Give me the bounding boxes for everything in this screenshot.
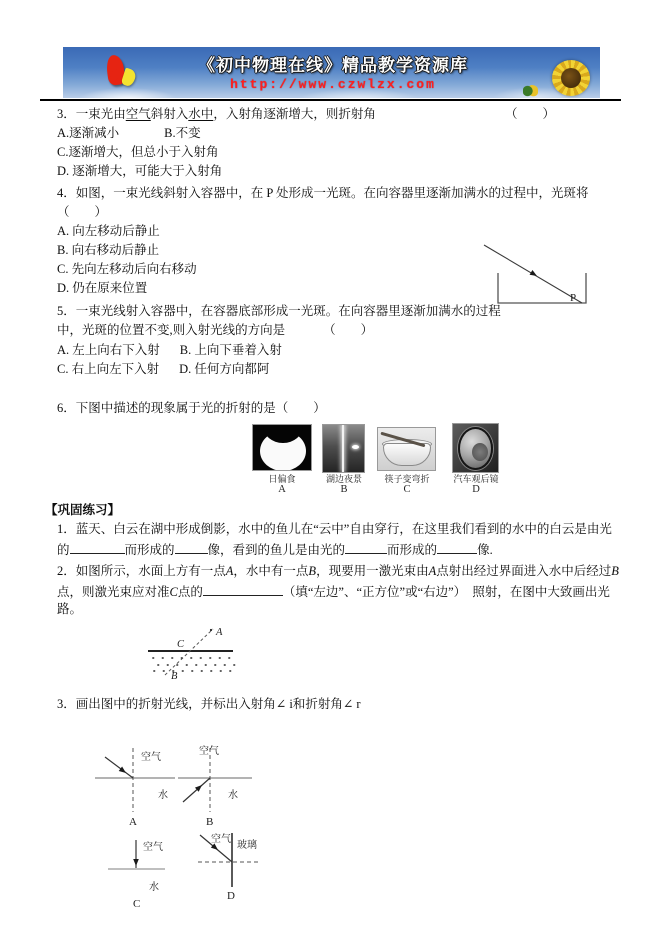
q3-underline-water: 水中 <box>188 107 214 121</box>
banner-text <box>153 51 513 92</box>
q4-answer-paren: （ ） <box>57 205 108 219</box>
refraction-diagrams <box>85 738 275 910</box>
q6-figure-d <box>452 423 499 473</box>
sunflower-icon <box>552 60 590 96</box>
q4-option-a: A. 向左移动后静止 <box>57 224 160 238</box>
g2-text-1: 2．如图所示，水面上方有一点 <box>57 564 226 578</box>
g2-text-4: 点射出经过界面进入水中后经过 <box>436 564 612 578</box>
q6-letter-b: B <box>340 484 348 495</box>
q4-option-d: D. 仍在原来位置 <box>57 281 148 295</box>
refraction-diagram-c <box>108 840 165 910</box>
g1-text-4: 而形成的 <box>387 543 438 557</box>
eclipse-image <box>252 424 312 471</box>
q5-option-c: C. 右上向左下入射 <box>57 362 160 376</box>
q6-figure-c <box>377 427 436 471</box>
air-label-c: 空气 <box>143 842 163 853</box>
air-label-a: 空气 <box>141 752 161 763</box>
water-label-a: 水 <box>158 790 168 801</box>
q6-letter-c: C <box>403 484 411 495</box>
q6-caption-b: 湖边夜景 <box>325 474 362 484</box>
incident-ray-b <box>183 778 210 802</box>
q4-stem: 4．如图，一束光线斜射入容器中，在 P 处形成一光斑。在向容器里逐渐加满水的过程中，光斑将 <box>57 186 589 200</box>
g2-text-3: ，现要用一激光束由 <box>316 564 429 578</box>
q3-option-d: D. 逐渐增大，可能大于入射角 <box>57 164 223 178</box>
letter-d: D <box>227 890 235 902</box>
mirror-scene <box>472 443 488 461</box>
letter-a: A <box>129 816 137 828</box>
site-url: http://www.czwlzx.com <box>230 77 436 92</box>
small-sunflower-icon <box>523 85 538 97</box>
rearview-mirror-image <box>452 423 499 473</box>
sunflower-center <box>561 68 581 88</box>
header-divider <box>40 99 621 101</box>
g2-text-7: （填“左边”、“正方位”或“右边”） 照射，在图中大致画出光 <box>282 585 610 599</box>
point-c-label: C <box>177 639 185 650</box>
site-logo-icon <box>101 53 141 95</box>
g1-text-5: 像. <box>477 543 493 557</box>
q6-stem: 6．下图中描述的现象属于光的折射的是（ ） <box>57 401 326 415</box>
site-title: 《初中物理在线》精品教学资源库 <box>198 56 468 75</box>
water-label-b: 水 <box>228 790 238 801</box>
air-label-d: 空气 <box>211 834 231 845</box>
point-p-label: P <box>570 292 577 304</box>
lake-night-image <box>322 424 365 473</box>
q3-option-b: B.不变 <box>164 126 201 140</box>
g1-blank-3 <box>345 541 387 554</box>
q3-answer-paren: （ ） <box>505 107 556 121</box>
q3-option-c: C.逐渐增大，但总小于入射角 <box>57 145 219 159</box>
g2-point-b2: B <box>611 564 619 578</box>
point-a-label: A <box>216 627 223 638</box>
section-title: 【巩固练习】 <box>45 503 121 517</box>
light-spot <box>352 445 359 449</box>
q6-letter-a: A <box>278 484 286 495</box>
q4-option-c: C. 先向左移动后向右移动 <box>57 262 197 276</box>
g2-point-c: C <box>169 585 178 599</box>
letter-c: C <box>133 898 141 910</box>
chopstick-bowl-image <box>377 427 436 471</box>
q5-option-d: D. 任何方向都阿 <box>179 362 270 376</box>
q6-caption-a: 日偏食 <box>268 474 296 484</box>
q5-answer-paren: （ ） <box>323 323 374 337</box>
g1-text-2: 而形成的 <box>124 543 175 557</box>
g1-line2 <box>57 541 493 558</box>
q5-options-ab <box>57 343 282 358</box>
q5-stem-line1: 5．一束光线射入容器中，在容器底部形成一光斑。在向容器里逐渐加满水的过程 <box>57 304 501 318</box>
q3-text-3: ，入射角逐渐增大，则折射角 <box>213 107 376 121</box>
q3-text-1: 3．一束光由 <box>57 107 126 121</box>
q4-container-diagram <box>470 235 600 310</box>
q6-figure-b <box>322 424 365 473</box>
ray-arrowhead <box>530 270 539 278</box>
g2-text-5: 点，则激光束应对准 <box>57 585 170 599</box>
q3-underline-air: 空气 <box>125 107 151 121</box>
site-banner <box>63 47 600 98</box>
q5-option-b: B. 上向下垂着入射 <box>179 343 282 357</box>
g2-line2 <box>57 583 610 600</box>
q6-figure-a <box>252 424 312 471</box>
refraction-diagram-b <box>178 744 252 828</box>
glass-label-d: 玻璃 <box>237 840 257 851</box>
q5-text: 中，光斑的位置不变,则入射光线的方向是 <box>57 323 286 337</box>
g2-water-surface-diagram <box>133 618 243 683</box>
g2-text-6: 点的 <box>177 585 203 599</box>
g2-line1 <box>57 564 619 579</box>
g2-point-a2: A <box>428 564 437 578</box>
point-b-label: B <box>171 671 178 682</box>
q5-option-a: A. 左上向右下入射 <box>57 343 160 357</box>
q3-stem <box>57 107 618 122</box>
q5-stem-line2 <box>57 323 373 338</box>
point-a-dot <box>210 629 212 631</box>
light-reflection-streak <box>342 425 344 472</box>
g1-line1: 1．蓝天、白云在湖中形成倒影，水中的鱼儿在“云中”自由穿行，在这里我们看到的水中的白云是由光 <box>57 522 612 536</box>
q3-option-a: A.逐渐减小 <box>57 126 120 140</box>
g3-stem: 3．画出图中的折射光线，并标出入射角∠ i和折射角∠ r <box>57 697 361 711</box>
arrowhead-c <box>133 859 139 866</box>
g1-blank-1 <box>70 541 125 554</box>
q3-options-ab <box>57 126 201 141</box>
refraction-diagram-a <box>95 748 175 828</box>
refraction-diagram-d <box>198 832 258 902</box>
g1-text-3: 像，看到的鱼儿是由光的 <box>207 543 346 557</box>
q4-option-b: B. 向右移动后静止 <box>57 243 160 257</box>
air-label-b: 空气 <box>199 746 219 757</box>
g1-blank-4 <box>437 541 477 554</box>
incident-ray-a <box>105 757 133 778</box>
g2-point-a: A <box>225 564 234 578</box>
q3-text-2: 斜射入 <box>150 107 189 121</box>
g2-blank <box>203 583 283 596</box>
q6-letter-d: D <box>472 484 480 495</box>
g1-blank-2 <box>175 541 208 554</box>
letter-b: B <box>206 816 214 828</box>
q5-options-cd <box>57 362 269 377</box>
q6-caption-c: 筷子变弯折 <box>384 474 430 484</box>
water-label-c: 水 <box>149 882 159 893</box>
g2-point-b: B <box>308 564 317 578</box>
g1-text-1: 的 <box>57 543 70 557</box>
q6-caption-d: 汽车观后镜 <box>453 474 499 484</box>
g2-line3: 路。 <box>57 602 83 616</box>
g2-text-2: ，水中有一点 <box>233 564 309 578</box>
mirror-oval <box>458 427 493 470</box>
